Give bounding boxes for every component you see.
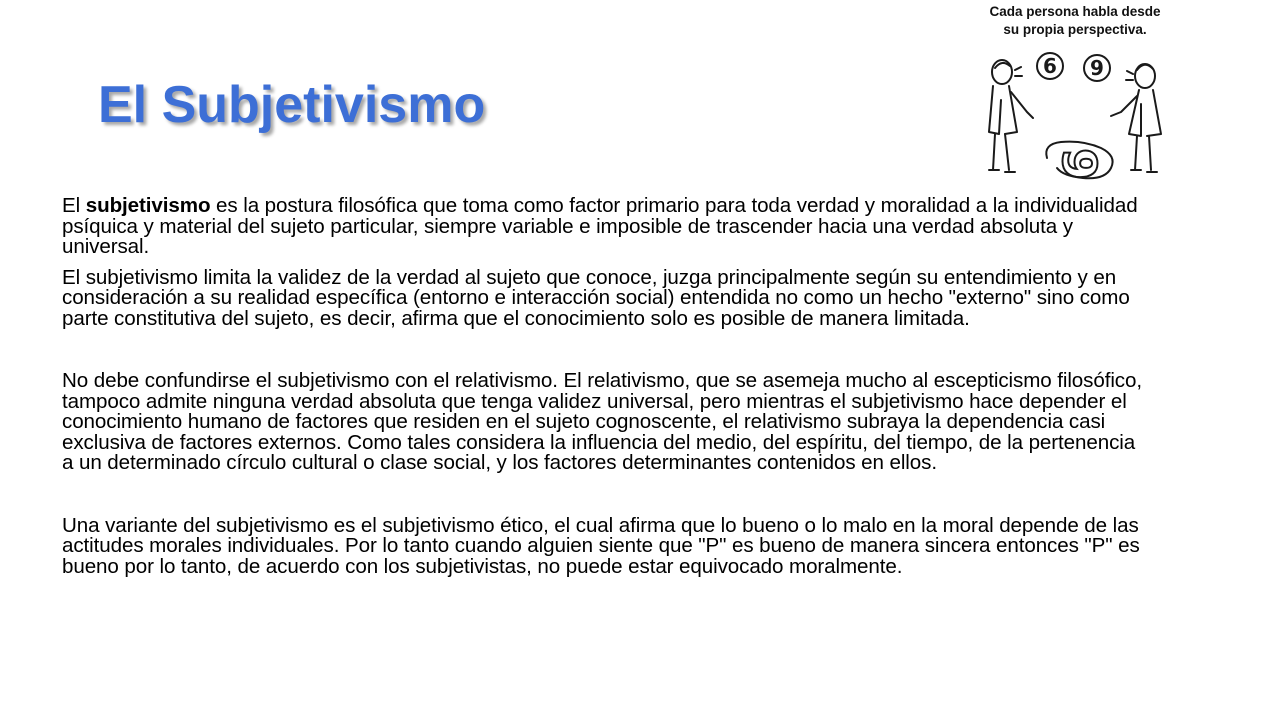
paragraph-limits: El subjetivismo limita la validez de la verdad al sujeto que conoce, juzga principalmente según su entendimiento y en consideración a su realidad específica (entorno e interacción social) entendida no como un hecho "externo" sino como parte constitutiva del sujeto, es decir, afirma que el conocimiento solo es posible de manera limitada. (62, 265, 1130, 330)
cartoon-caption-line-2: su propia perspectiva. (1003, 22, 1147, 37)
right-person-legs (1135, 136, 1151, 170)
paragraph-ethical-subjectivism: Una variante del subjetivismo es el subjetivismo ético, el cual afirma que lo bueno o lo malo en la moral depende de las actitudes morales individuales. Por lo tanto cuando alguien siente que "P" es bueno de manera sincera entonces "P" es bueno por lo tanto, de acuerdo con los subjetivistas, no puede estar equivocado moralmente. (62, 513, 1140, 578)
floor-digit: 6 (1054, 147, 1108, 181)
perspective-cartoon (975, 0, 1175, 190)
paragraph-definition (62, 196, 1152, 258)
left-person-body (989, 86, 1001, 134)
paragraph-definition-text: es la postura filosófica que toma como factor primario para toda verdad y moralidad a la individualidad psíquica y material del sujeto particular, siempre variable e imposible de trascender hacia una verdad absoluta y universal. (62, 194, 1138, 258)
two-people-arguing-icon (975, 0, 1175, 190)
cartoon-caption-line-1: Cada persona habla desde (989, 4, 1161, 19)
slide-body (62, 196, 1152, 577)
left-bubble-digit: 6 (1043, 54, 1057, 78)
paragraph-definition-prefix: El (62, 194, 86, 217)
left-person-legs (993, 134, 1009, 170)
paragraph-definition-term: subjetivismo (85, 194, 211, 217)
right-bubble-digit: 9 (1090, 56, 1104, 80)
slide-title: El Subjetivismo (98, 76, 486, 134)
paragraph-relativism: No debe confundirse el subjetivismo con el relativismo. El relativismo, que se asemeja mucho al escepticismo filosófico, tampoco admite ninguna verdad absoluta que tenga validez universal, pero mientras el subjetivismo hace depender el conocimiento humano de factores que residen en el sujeto cognoscente, el relativismo subraya la dependencia casi exclusiva de factores externos. Como tales considera la influencia del medio, del espíritu, del tiempo, de la pertenencia a un determinado círculo cultural o clase social, y los factores determinantes contenidos en ellos. (62, 369, 1142, 474)
